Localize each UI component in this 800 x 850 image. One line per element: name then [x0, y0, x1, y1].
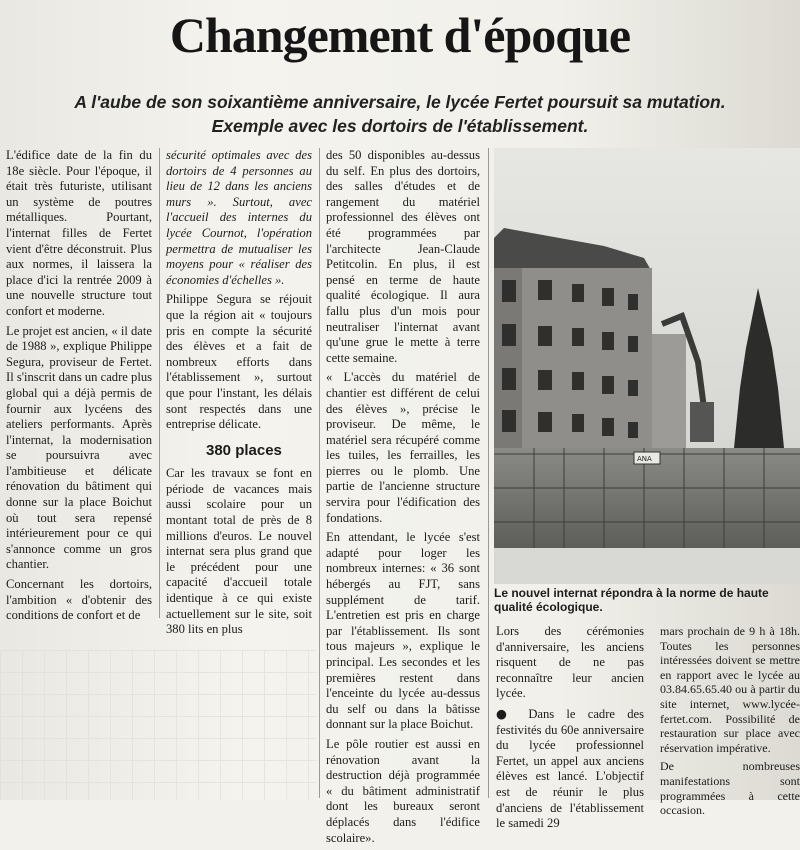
- road: [494, 548, 800, 584]
- text-column-1: [6, 148, 152, 628]
- paragraph: [496, 706, 644, 832]
- paragraph: Le pôle routier est aussi en rénovation avant la destruction déjà programmée « du bâtiment administratif dont les bureaux seront déplacés dans l'édifice scolaire».: [326, 736, 480, 845]
- bullet-icon: ●: [496, 705, 517, 721]
- paragraph: sécurité optimales avec des dortoirs de 4 personnes au lieu de 12 dans les anciens murs ». Surtout, avec l'accueil des internes du lycée Cournot, l'opération permettra de mutualiser les moyens pour « réaliser des économies d'échelles ».: [166, 148, 312, 287]
- fence-sign-text: ANA: [637, 455, 652, 463]
- paragraph: des 50 disponibles au-dessus du self. En plus des dortoirs, des salles d'études et de rangement du matériel professionnel des élèves ont été programmées par l'architecte Jean-Claude Petitcolin. En plus, il est pensé en terme de haute qualité écologique. Il aura fallu plus d'un mois pour neutraliser l'internat avant qu'une grue le mette à terre cette semaine.: [326, 148, 480, 365]
- paragraph: Car les travaux se font en période de vacances mais aussi scolaire pour un montant total de près de 8 millions d'euros. Le nouvel internat sera plus grand que le précédent pour une capacité d'accueil totale identique à ce qui existe actuellement sur le site, soit 380 lits en plus: [166, 466, 312, 637]
- section-title: 380 places: [206, 441, 282, 459]
- paragraph: L'édifice date de la fin du 18e siècle. Pour l'époque, il était très futuriste, utilisant un système de poutres métalliques. Pourtant, l'internat filles de Fertet vient d'être déconstruit. Plus aux normes, il laissera la place d'ici la rentrée 2009 à une nouvelle structure tout confort et moderne.: [6, 148, 152, 318]
- building-photo: [494, 148, 800, 584]
- paragraph-text: Dans le cadre des festivités du 60e anniversaire du lycée professionnel Fertet, un appel aux anciens élèves est lancé. L'objectif est de réunir le plus d'anciens de l'établissement le samedi 29: [496, 706, 645, 831]
- crane-base: [690, 402, 714, 442]
- paragraph: mars prochain de 9 h à 18h. Toutes les personnes intéressées doivent se mettre en rapport avec le lycée au 03.84.65.65.40 ou à partir du site internet, www.lycée-fertet.com. Possibilité de restauration sur place avec réservation impérative.: [660, 624, 800, 755]
- paragraph: Lors des cérémonies d'anniversaire, les anciens risquent de ne pas reconnaître leur ancien lycée.: [496, 624, 644, 701]
- paragraph: Philippe Segura se réjouit que la région ait « toujours pris en compte la sécurité des élèves et a fait de nombreux efforts dans l'établissement », surtout que pour l'instant, les délais sont respectés dans une entreprise délicate.: [166, 292, 312, 432]
- subhead-line-1: A l'aube de son soixantième anniversaire, le lycée Fertet poursuit sa mutation.: [74, 92, 726, 112]
- column-rule: [319, 148, 320, 798]
- second-building: [652, 334, 686, 468]
- photo-caption: Le nouvel internat répondra à la norme de haute qualité écologique.: [494, 586, 769, 614]
- article-headline: Changement d'époque: [169, 7, 631, 63]
- paragraph: En attendant, le lycée s'est adapté pour loger les nombreux internes: « 36 sont hébergés au FJT, sans supplément de tarif. L'entretien est pris en charge par l'établissement. Ils sont tous majeurs », explique le principal. Les secondes et les premières restent dans l'enceinte du lycée au-dessus du self ou dans la bâtisse donnant sur la place Boichut.: [326, 530, 480, 732]
- paragraph: De nombreuses manifestations sont programmées à cette occasion.: [660, 759, 800, 818]
- paragraph: « L'accès du matériel de chantier est différent de celui des élèves », précise le proviseur. De même, le matériel sera récupéré comme les tuiles, les ferrailles, les pierres ou le plomb. Une partie de l'ancienne structure servira pour l'édification des fondations.: [326, 370, 480, 525]
- building-photo-illustration: [494, 148, 800, 584]
- paragraph: Concernant les dortoirs, l'ambition « d'obtenir des conditions de confort et de: [6, 577, 152, 623]
- column-rule: [159, 148, 160, 618]
- text-column-2: [166, 148, 312, 642]
- article-subhead: [40, 90, 760, 138]
- text-column-5: [660, 624, 800, 822]
- subhead-line-2: Exemple avec les dortoirs de l'établissement.: [211, 116, 589, 136]
- text-column-4: [496, 624, 644, 836]
- text-column-3: [326, 148, 480, 850]
- paragraph: Le projet est ancien, « il date de 1988 », explique Philippe Segura, proviseur de Fertet. Il s'inscrit dans un cadre plus global qui a déjà permis de fournir aux lycéens des ateliers performants. Après l'internat, la modernisation se poursuivra avec l'ambitieuse et délicate rénovation du bâtiment qui donne sur la place Boichut où tout sera repensé intérieurement pour ce qui s'annonce comme un gros chantier.: [6, 323, 153, 572]
- column-rule: [488, 148, 489, 798]
- background-texture: [0, 650, 316, 800]
